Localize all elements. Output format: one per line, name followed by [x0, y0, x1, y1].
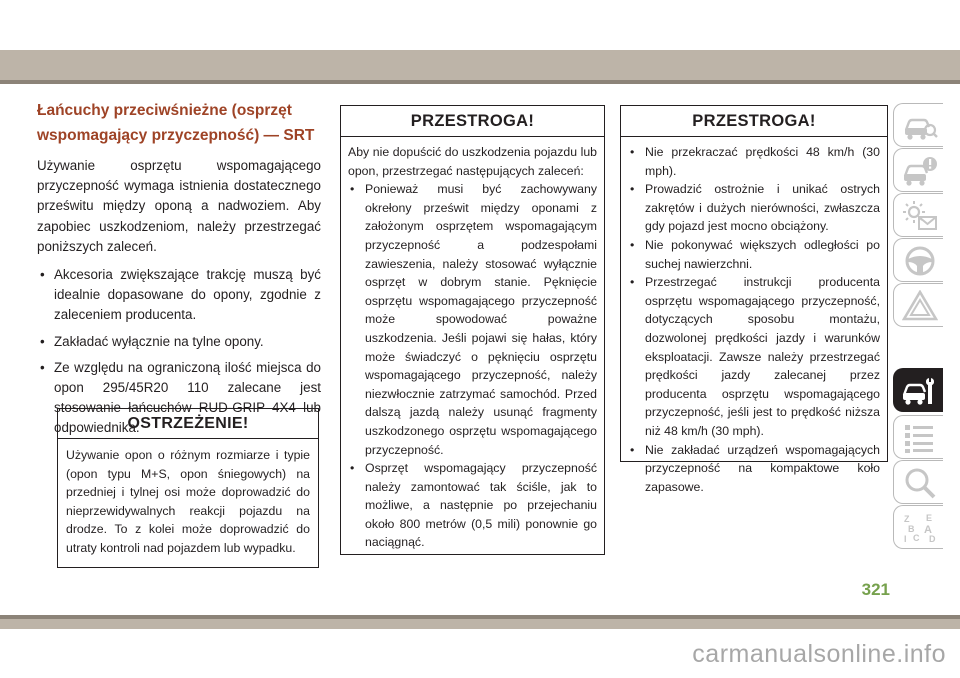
section-title-line-2: wspomagający przyczepność) — SRT [37, 127, 315, 144]
section-title [37, 98, 321, 148]
list-item: • Przestrzegać instrukcji producenta osprzętu wspomagającego przyczepność, dotyczących sposobu montażu, dozwolonej prędkości jazdy i warunków eksploatacji. Zawsze należy przestrzegać prędkości jazdy zalecanej przez producenta osprzętu wspomagającego przyczepność, jeśli jest to prędkość niższa niż 48 km/h (30 mph). [628, 273, 880, 440]
index-letter: E [926, 513, 933, 523]
car-info-icon [902, 155, 938, 187]
section-intro: Używanie osprzętu wspomagającego przyczepność wymaga istnienia dostatecznego prześwitu między oponą a nadwoziem. Aby zapobiec uszkodzeniom, należy przestrzegać poniższych zaleceń. [37, 158, 321, 254]
caution-intro: Aby nie dopuścić do uszkodzenia pojazdu lub opon, przestrzegać następujących zaleceń: [348, 145, 597, 178]
index-letter: A [924, 524, 932, 536]
index-letter: Z [904, 514, 910, 524]
tab-car-info[interactable] [893, 148, 943, 192]
list-item: • Akcesoria zwiększające trakcję muszą być idealnie dopasowane do opony, zgodnie z zaleceniem producenta. [37, 265, 321, 326]
section-title-line-1: Łańcuchy przeciwśnieżne (osprzęt [37, 102, 292, 119]
page-number: 321 [861, 580, 890, 599]
caution-bullets-2 [628, 143, 880, 496]
magnifier-icon [902, 467, 938, 499]
warning-title: OSTRZEŻENIE! [58, 409, 318, 439]
steering-wheel-icon [902, 245, 938, 277]
caution-body-2 [621, 137, 887, 496]
footer-band [0, 619, 960, 629]
index-letter: C [913, 533, 920, 543]
header-stripe [0, 80, 960, 84]
index-letter: D [929, 534, 936, 544]
caution-box-2 [620, 105, 888, 494]
tab-car-search[interactable] [893, 103, 943, 147]
index-letter: I [904, 534, 907, 544]
list-item: • Ze względu na ograniczoną ilość miejsca do opon 295/45R20 110 zalecane jest stosowanie łańcuchów RUD-GRIP 4X4 lub odpowiednika. [37, 358, 321, 439]
list-item: • Nie pokonywać większych odległości po suchej nawierzchni. [628, 236, 880, 273]
caution-box-1 [340, 105, 605, 555]
tab-warning-lights[interactable] [893, 193, 943, 237]
tab-multimedia[interactable] [893, 460, 943, 504]
caution-body-1 [341, 137, 604, 552]
tab-index[interactable] [893, 505, 943, 549]
watermark: carmanualsonline.info [692, 640, 946, 668]
alphabet-index-icon [902, 512, 938, 544]
list-item: • Prowadzić ostrożnie i unikać ostrych zakrętów i dużych nierówności, zwłaszcza gdy pojazd jest mocno obciążony. [628, 180, 880, 236]
warning-box [57, 408, 319, 568]
tab-service-maintenance[interactable] [893, 368, 943, 412]
caution-title-1: PRZESTROGA! [341, 106, 604, 137]
warning-text: Używanie opon o różnym rozmiarze i typie (opon typu M+S, opon śniegowych) na przedniej i tylnej osi może doprowadzić do nieprzewidywalnych reakcji pojazdu na drodze. To z kolei może doprowadzić do utraty kontroli nad pojazdem lub wypadku. [66, 448, 310, 555]
list-item: • Nie zakładać urządzeń wspomagających przyczepność na kompaktowe koło zapasowe. [628, 441, 880, 497]
tab-technical-data[interactable] [893, 415, 943, 459]
list-item: • Zakładać wyłącznie na tylne opony. [37, 332, 321, 352]
tab-steering-wheel[interactable] [893, 238, 943, 282]
car-search-icon [902, 110, 938, 142]
car-wrench-icon [902, 375, 938, 407]
warning-light-message-icon [902, 200, 938, 232]
list-item: • Ponieważ musi być zachowywany okrełony prześwit między oponami z założonym osprzętem wspomagającym przyczepność a podzespołami zawieszenia, należy stosować wyłącznie osprzęt w dobrym stanie. Pęknięcie osprzętu wspomagającego przyczepność może spowodować poważne uszkodzenia. Jeśli pojawi się hałas, który może świadczyć o pęknięciu osprzętu wspomagającego przyczepność, należy niezwłocznie zatrzymać samochód. Przed dalszą jazdą należy usunąć fragmenty uszkodzonego osprzętu wspomagającego przyczepność. [348, 180, 597, 459]
list-item: • Nie przekraczać prędkości 48 km/h (30 mph). [628, 143, 880, 180]
warning-triangle-icon [902, 290, 938, 322]
section-column [37, 98, 321, 445]
top-margin [0, 0, 960, 50]
caution-title-2: PRZESTROGA! [621, 106, 887, 137]
header-band [0, 50, 960, 80]
index-letter: B [908, 524, 915, 534]
checklist-icon [902, 422, 938, 454]
tab-emergency[interactable] [893, 283, 943, 327]
caution-bullets-1 [348, 180, 597, 552]
list-item: • Osprzęt wspomagający przyczepność należy zamontować tak ściśle, jak to możliwe, a następnie po przejechaniu około 800 metrów (0,5 mili) ponownie go naciągnąć. [348, 459, 597, 552]
